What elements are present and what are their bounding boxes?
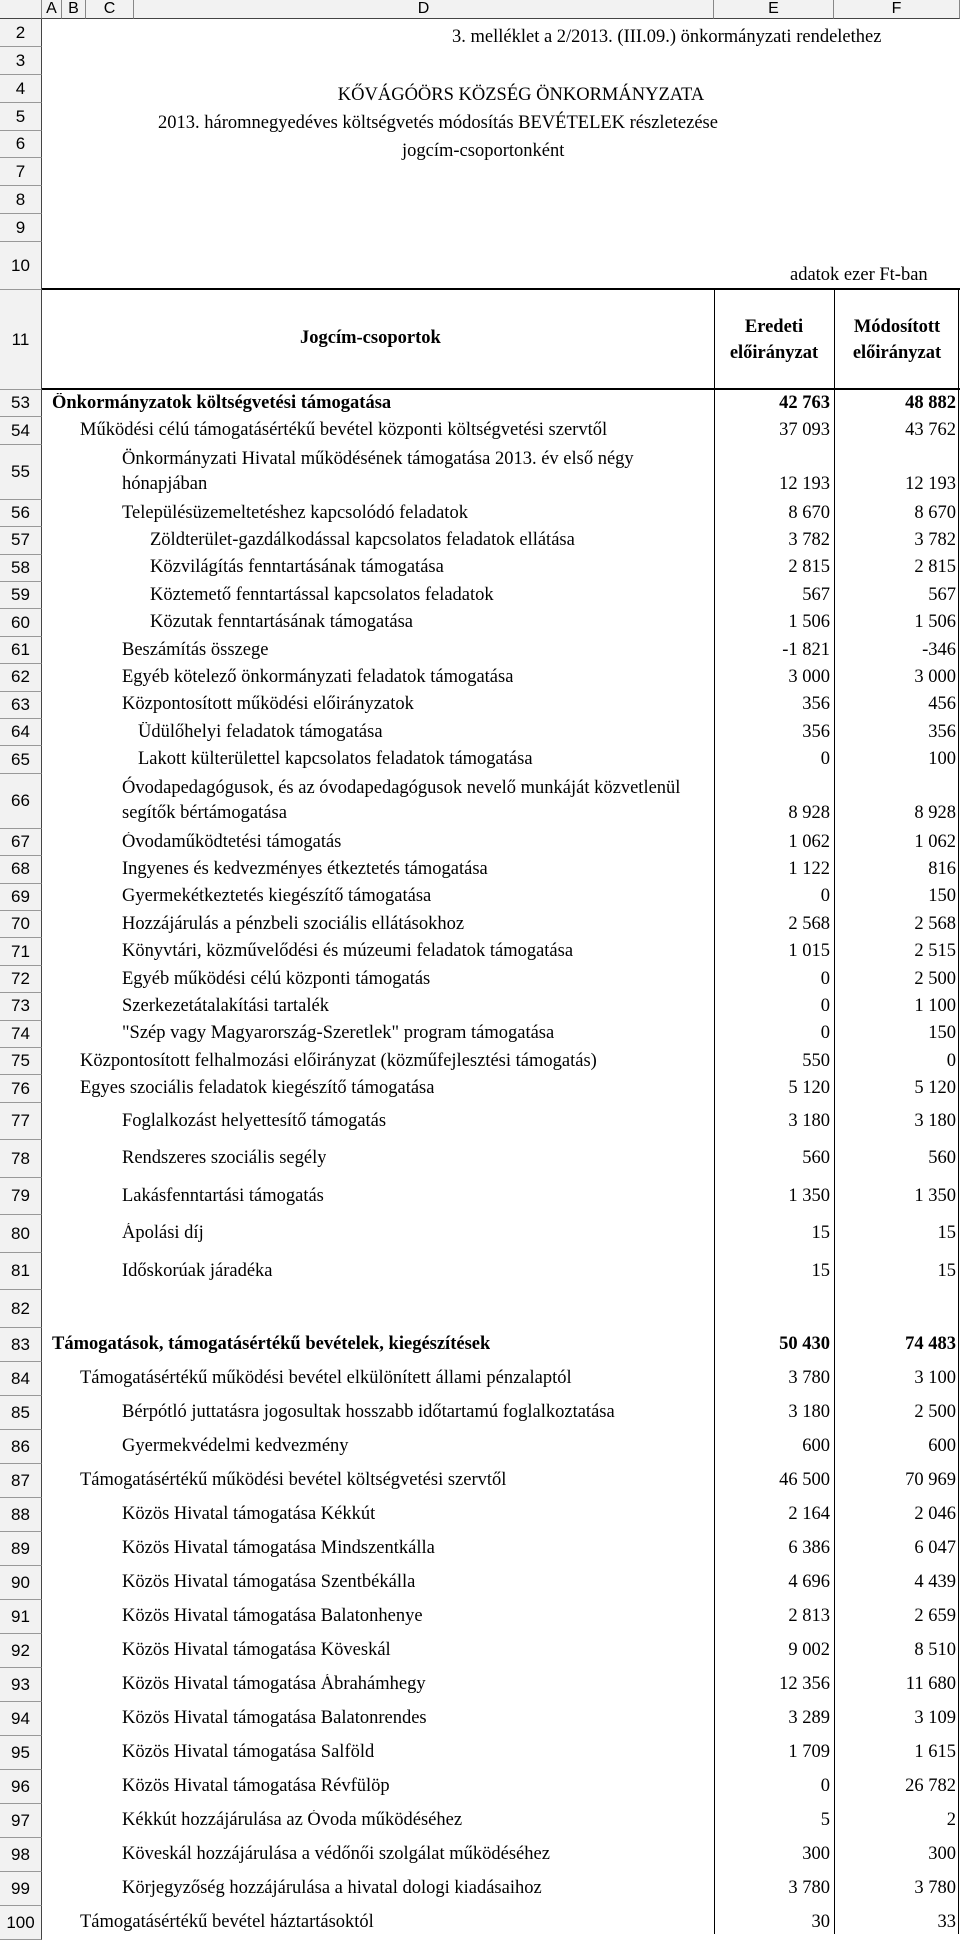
mod-value: 33 [937,1912,956,1933]
row-label: Önkormányzatok költségvetési támogatása [52,392,392,413]
orig-value: 1 122 [788,858,830,879]
row-number[interactable]: 69 [0,884,42,911]
orig-value: 300 [802,1844,830,1865]
orig-value: 15 [811,1260,830,1281]
orig-value: 12 356 [779,1674,830,1695]
col-header-d[interactable]: D [134,0,714,19]
orig-value: 2 813 [788,1606,830,1627]
header-eredeti-2: előirányzat [729,343,819,363]
row-number[interactable]: 64 [0,719,42,746]
orig-value: 3 180 [788,1402,830,1423]
orig-value: 37 093 [779,420,830,441]
row-number[interactable]: 87 [0,1464,42,1498]
row-label: Foglalkozást helyettesítő támogatás [122,1110,387,1131]
orig-value: 0 [820,886,830,907]
row-label: Közös Hivatal támogatása Révfülöp [122,1776,390,1797]
row-label: Közös Hivatal támogatása Szentbékálla [122,1572,416,1593]
row-label: Hozzájárulás a pénzbeli szociális ellátásokhoz [122,913,465,934]
row-number[interactable]: 10 [0,242,42,290]
orig-value: 15 [811,1223,830,1244]
orig-value: 0 [820,1776,830,1797]
row-label: Szerkezetátalakítási tartalék [122,995,329,1016]
row-label: Támogatásértékű működési bevétel elkülönített állami pénzalaptól [80,1368,572,1389]
mod-value: 3 109 [914,1708,956,1729]
row-label: Településüzemeltetéshez kapcsolódó feladatok [122,502,468,523]
orig-value: -1 821 [782,639,830,660]
mod-value: 3 780 [914,1878,956,1899]
row-label: "Szép vagy Magyarország-Szeretlek" program támogatása [122,1023,555,1044]
mod-value: 456 [928,694,956,715]
orig-value: 0 [820,995,830,1016]
row-number[interactable]: 71 [0,938,42,965]
col-header-a[interactable]: A [42,0,62,19]
row-number[interactable]: 76 [0,1075,42,1102]
row-number[interactable]: 74 [0,1021,42,1048]
row-label: Közös Hivatal támogatása Köveskál [122,1640,391,1661]
mod-value: 150 [928,1023,956,1044]
row-label: Támogatásértékű működési bevétel költségvetési szervtől [80,1470,507,1491]
corner-cell[interactable] [0,0,42,19]
orig-value: 3 780 [788,1368,830,1389]
row-label: Egyéb működési célú központi támogatás [122,968,431,989]
mod-value: 26 782 [905,1776,956,1797]
mod-value: 816 [928,858,956,879]
row-number[interactable]: 3 [0,47,42,75]
orig-value: 30 [811,1912,830,1933]
orig-value: 3 780 [788,1878,830,1899]
header-modositott-2: előirányzat [852,343,942,363]
mod-value: 1 100 [914,995,956,1016]
orig-value: 1 350 [788,1185,830,1206]
mod-value: 300 [928,1844,956,1865]
mod-value: 3 000 [914,666,956,687]
header-top-border [42,288,960,290]
mod-value: 15 [937,1223,956,1244]
row-label: Ápolási díj [122,1223,204,1244]
row-number[interactable]: 4 [0,75,42,103]
row-label: Közvilágítás fenntartásának támogatása [150,557,444,578]
row-label: Támogatások, támogatásértékű bevételek, kiegészítések [52,1334,491,1355]
orig-value: 42 763 [779,392,830,413]
row-label: Zöldterület-gazdálkodással kapcsolatos feladatok ellátása [150,529,575,550]
unit-note: adatok ezer Ft-ban [790,265,928,285]
row-number[interactable]: 79 [0,1178,42,1216]
row-number[interactable]: 99 [0,1872,42,1906]
row-number[interactable]: 2 [0,19,42,47]
orig-value: 1 709 [788,1742,830,1763]
row-number[interactable]: 86 [0,1430,42,1464]
row-number[interactable]: 67 [0,829,42,856]
row-number[interactable]: 65 [0,746,42,773]
mod-value: 356 [928,721,956,742]
orig-value: 567 [802,584,830,605]
row-label: Közös Hivatal támogatása Ábrahámhegy [122,1674,426,1695]
mod-value: 70 969 [905,1470,956,1491]
orig-value: 356 [802,721,830,742]
row-number[interactable]: 82 [0,1290,42,1328]
mod-value: 600 [928,1436,956,1457]
orig-value: 1 015 [788,941,830,962]
row-label: Közös Hivatal támogatása Balatonhenye [122,1606,423,1627]
mod-value: -346 [922,639,956,660]
orig-value: 2 164 [788,1504,830,1525]
mod-value: 2 568 [914,913,956,934]
orig-value: 0 [820,1023,830,1044]
row-number[interactable]: 5 [0,103,42,131]
row-number[interactable]: 90 [0,1566,42,1600]
row-label: Lakásfenntartási támogatás [122,1185,324,1206]
row-label: Önkormányzati Hivatal működésének támogatása 2013. év első négy hónapjában [122,448,634,494]
row-label: Óvodapedagógusok, és az óvodapedagógusok nevelő munkáját közvetlenül segítők bértámogatása [122,777,681,823]
mod-value: 11 680 [905,1674,956,1695]
orig-value: 3 180 [788,1110,830,1131]
row-number[interactable]: 96 [0,1770,42,1804]
mod-value: 6 047 [914,1538,956,1559]
orig-value: 4 696 [788,1572,830,1593]
orig-value: 3 000 [788,666,830,687]
row-label: Könyvtári, közművelődési és múzeumi feladatok támogatása [122,941,574,962]
row-number[interactable]: 75 [0,1048,42,1075]
mod-value: 560 [928,1148,956,1169]
mod-value: 2 046 [914,1504,956,1525]
orig-value: 0 [820,749,830,770]
orig-value: 3 782 [788,529,830,550]
orig-value: 46 500 [779,1470,830,1491]
orig-value: 560 [802,1148,830,1169]
grid-line-e-f [834,288,835,1934]
row-label: Rendszeres szociális segély [122,1148,327,1169]
mod-value: 12 193 [905,473,956,494]
row-label: Támogatásértékű bevétel háztartásoktól [80,1912,374,1933]
mod-value: 3 782 [914,529,956,550]
row-label: Köveskál hozzájárulása a védőnői szolgálat működéséhez [122,1844,550,1865]
title-line-3: jogcím-csoportonként [402,141,565,161]
row-label: Lakott külterülettel kapcsolatos feladatok támogatása [138,749,533,770]
row-number[interactable]: 89 [0,1532,42,1566]
mod-value: 1 615 [914,1742,956,1763]
row-number[interactable]: 62 [0,664,42,691]
row-label: Közutak fenntartásának támogatása [150,612,413,633]
row-label: Köztemető fenntartással kapcsolatos feladatok [150,584,494,605]
row-label: Központosított felhalmozási előirányzat (közműfejlesztési támogatás) [80,1050,597,1071]
row-number[interactable]: 59 [0,582,42,609]
grid-line-right [958,288,959,1934]
row-number[interactable]: 73 [0,993,42,1020]
col-header-e[interactable]: E [714,0,834,19]
row-label: Gyermekétkeztetés kiegészítő támogatása [122,886,432,907]
row-label: Egyéb kötelező önkormányzati feladatok támogatása [122,666,514,687]
row-number[interactable]: 54 [0,417,42,444]
mod-value: 0 [946,1050,956,1071]
row-number[interactable]: 80 [0,1215,42,1253]
row-number[interactable]: 58 [0,555,42,582]
mod-value: 48 882 [905,392,956,413]
mod-value: 4 439 [914,1572,956,1593]
col-header-f[interactable]: F [834,0,960,19]
orig-value: 2 568 [788,913,830,934]
row-number[interactable]: 55 [0,445,42,500]
orig-value: 50 430 [779,1334,830,1355]
row-number[interactable]: 72 [0,966,42,993]
row-number[interactable]: 7 [0,158,42,186]
row-label: Gyermekvédelmi kedvezmény [122,1436,349,1457]
col-header-b[interactable]: B [62,0,86,19]
row-label: Közös Hivatal támogatása Salföld [122,1742,375,1763]
header-modositott-1: Módosított [853,317,941,337]
row-number[interactable]: 94 [0,1702,42,1736]
mod-value: 150 [928,886,956,907]
mod-value: 8 670 [914,502,956,523]
orig-value: 2 815 [788,557,830,578]
row-number[interactable]: 84 [0,1362,42,1396]
row-number[interactable]: 85 [0,1396,42,1430]
orig-value: 3 289 [788,1708,830,1729]
mod-value: 2 515 [914,941,956,962]
row-number[interactable]: 57 [0,527,42,554]
row-number[interactable]: 83 [0,1328,42,1362]
row-number[interactable]: 91 [0,1600,42,1634]
title-line-1: KŐVÁGÓÖRS KÖZSÉG ÖNKORMÁNYZATA [337,85,705,105]
orig-value: 1 062 [788,831,830,852]
row-label: Bérpótló juttatásra jogosultak hosszabb időtartamú foglalkoztatása [122,1402,615,1423]
row-label: Üdülőhelyi feladatok támogatása [138,721,383,742]
row-label: Közös Hivatal támogatása Mindszentkálla [122,1538,435,1559]
orig-value: 600 [802,1436,830,1457]
row-label: Óvodaműködtetési támogatás [122,831,342,852]
orig-value: 5 120 [788,1078,830,1099]
col-header-c[interactable]: C [86,0,134,19]
mod-value: 2 500 [914,1402,956,1423]
header-eredeti-1: Eredeti [744,317,804,337]
mod-value: 43 762 [905,420,956,441]
row-number[interactable]: 100 [0,1906,42,1940]
orig-value: 8 670 [788,502,830,523]
row-number[interactable]: 68 [0,856,42,883]
orig-value: 8 928 [788,802,830,823]
row-label: Ingyenes és kedvezményes étkeztetés támogatása [122,858,488,879]
header-bottom-border [42,388,960,390]
mod-value: 8 928 [914,802,956,823]
row-label: Közös Hivatal támogatása Balatonrendes [122,1708,427,1729]
mod-value: 5 120 [914,1078,956,1099]
row-number[interactable]: 78 [0,1140,42,1178]
row-number[interactable]: 93 [0,1668,42,1702]
row-number[interactable]: 11 [0,290,42,390]
row-number[interactable]: 66 [0,774,42,829]
row-number[interactable]: 9 [0,214,42,242]
row-number[interactable]: 98 [0,1838,42,1872]
row-label: Kékkút hozzájárulása az Óvoda működéséhez [122,1810,463,1831]
grid-line-d-e [714,288,715,1934]
orig-value: 356 [802,694,830,715]
orig-value: 12 193 [779,473,830,494]
row-label: Egyes szociális feladatok kiegészítő támogatása [80,1078,435,1099]
mod-value: 3 180 [914,1110,956,1131]
row-number[interactable]: 92 [0,1634,42,1668]
row-label: Központosított működési előirányzatok [122,694,414,715]
row-label: Működési célú támogatásértékű bevétel központi költségvetési szervtől [80,420,608,441]
mod-value: 2 500 [914,968,956,989]
mod-value: 2 [946,1810,956,1831]
mod-value: 1 350 [914,1185,956,1206]
row-number[interactable]: 53 [0,390,42,417]
header-jogcim: Jogcím-csoportok [300,328,441,348]
row-label: Beszámítás összege [122,639,269,660]
annex-line: 3. melléklet a 2/2013. (III.09.) önkormányzati rendelethez [452,27,882,47]
row-number[interactable]: 63 [0,692,42,719]
row-number[interactable]: 77 [0,1103,42,1141]
row-number[interactable]: 61 [0,637,42,664]
mod-value: 100 [928,749,956,770]
row-number[interactable]: 97 [0,1804,42,1838]
row-number[interactable]: 60 [0,609,42,636]
orig-value: 0 [820,968,830,989]
row-label: Közös Hivatal támogatása Kékkút [122,1504,376,1525]
row-number[interactable]: 81 [0,1253,42,1291]
row-label: Időskorúak járadéka [122,1260,273,1281]
row-number[interactable]: 88 [0,1498,42,1532]
row-number[interactable]: 8 [0,186,42,214]
row-number[interactable]: 6 [0,131,42,158]
mod-value: 2 659 [914,1606,956,1627]
orig-value: 6 386 [788,1538,830,1559]
mod-value: 2 815 [914,557,956,578]
mod-value: 567 [928,584,956,605]
orig-value: 9 002 [788,1640,830,1661]
row-number[interactable]: 70 [0,911,42,938]
orig-value: 5 [820,1810,830,1831]
orig-value: 550 [802,1050,830,1071]
row-label: Körjegyzőség hozzájárulása a hivatal dologi kiadásaihoz [122,1878,542,1899]
mod-value: 74 483 [905,1334,956,1355]
row-number[interactable]: 95 [0,1736,42,1770]
mod-value: 1 506 [914,612,956,633]
title-line-2: 2013. háromnegyedéves költségvetés módosítás BEVÉTELEK részletezése [158,113,718,133]
mod-value: 3 100 [914,1368,956,1389]
mod-value: 15 [937,1260,956,1281]
row-number[interactable]: 56 [0,500,42,527]
mod-value: 1 062 [914,831,956,852]
orig-value: 1 506 [788,612,830,633]
mod-value: 8 510 [914,1640,956,1661]
